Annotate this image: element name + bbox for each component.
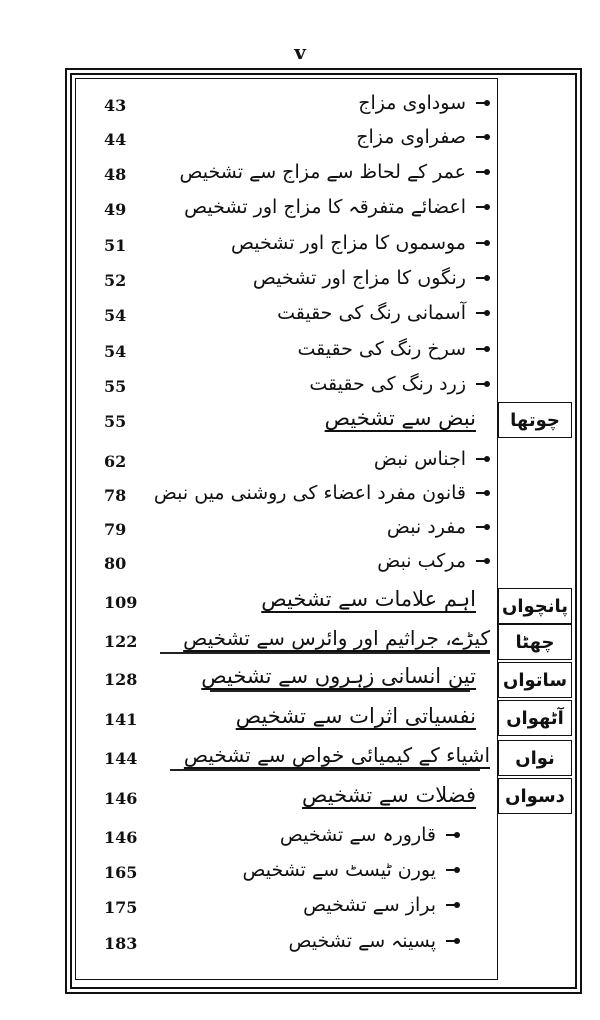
entry-page: 43 [104, 96, 127, 115]
chapter-label: ساتواں [498, 662, 572, 698]
toc-entry[interactable] [80, 300, 500, 334]
entry-page: 80 [104, 554, 127, 573]
toc-entry[interactable] [80, 480, 500, 514]
entry-title: سرخ رنگ کی حقیقت [297, 338, 466, 360]
bullet-icon [476, 169, 490, 175]
entry-title: اجناس نبض [373, 448, 466, 470]
entry-page: 51 [104, 236, 127, 255]
toc-entry[interactable] [80, 230, 500, 264]
toc-chapter-heading[interactable] [80, 704, 500, 738]
toc-entry[interactable] [80, 548, 500, 582]
toc-entry[interactable] [80, 371, 500, 405]
chapter-label: نواں [498, 740, 572, 776]
underline-rule [210, 690, 470, 692]
entry-title: پسینہ سے تشخیص [288, 930, 436, 952]
entry-title: آسمانی رنگ کی حقیقت [277, 302, 466, 324]
chapter-title: نبض سے تشخیص [324, 406, 476, 430]
underline-rule [160, 652, 490, 654]
page-number: v [294, 40, 306, 64]
toc-chapter-heading[interactable] [80, 626, 500, 660]
chapter-title: اہم علامات سے تشخیص [261, 587, 476, 611]
chapter-label: چوتھا [498, 402, 572, 438]
entry-page: 109 [104, 593, 138, 612]
chapter-label: پانچواں [498, 588, 572, 624]
entry-page: 55 [104, 377, 127, 396]
entry-title: یورن ٹیسٹ سے تشخیص [242, 859, 436, 881]
toc-chapter-heading[interactable] [80, 587, 500, 621]
bullet-icon [446, 832, 460, 838]
entry-page: 183 [104, 934, 138, 953]
bullet-icon [446, 938, 460, 944]
bullet-icon [476, 381, 490, 387]
entry-title: قارورہ سے تشخیص [279, 824, 436, 846]
entry-title: سوداوی مزاج [358, 92, 466, 114]
toc-entry[interactable] [80, 336, 500, 370]
chapter-title: فضلات سے تشخیص [302, 783, 476, 807]
entry-title: زرد رنگ کی حقیقت [309, 373, 466, 395]
entry-page: 48 [104, 165, 127, 184]
bullet-icon [476, 240, 490, 246]
entry-page: 79 [104, 520, 127, 539]
entry-page: 122 [104, 632, 138, 651]
bullet-icon [476, 558, 490, 564]
toc-chapter-heading[interactable] [80, 664, 500, 698]
bullet-icon [476, 204, 490, 210]
entry-title: قانون مفرد اعضاء کی روشنی میں نبض [153, 482, 466, 504]
chapter-title: کیڑے، جراثیم اور وائرس سے تشخیص [183, 626, 490, 650]
entry-page: 128 [104, 670, 138, 689]
toc-entry[interactable] [80, 446, 500, 480]
entry-title: عمر کے لحاظ سے مزاج سے تشخیص [179, 161, 466, 183]
entry-page: 54 [104, 342, 127, 361]
chapter-label: چھٹا [498, 624, 572, 660]
bullet-icon [476, 275, 490, 281]
chapter-label: آٹھواں [498, 700, 572, 736]
bullet-icon [476, 134, 490, 140]
bullet-icon [476, 100, 490, 106]
bullet-icon [476, 490, 490, 496]
entry-page: 52 [104, 271, 127, 290]
bullet-icon [476, 456, 490, 462]
bullet-icon [446, 867, 460, 873]
entry-title: مفرد نبض [386, 516, 466, 538]
toc-chapter-heading[interactable] [80, 406, 500, 440]
entry-title: رنگوں کا مزاج اور تشخیص [252, 267, 466, 289]
toc-entry[interactable] [80, 159, 500, 193]
entry-page: 54 [104, 306, 127, 325]
entry-page: 165 [104, 863, 138, 882]
entry-page: 44 [104, 130, 127, 149]
bullet-icon [446, 902, 460, 908]
toc-entry[interactable] [80, 194, 500, 228]
toc-entry[interactable] [80, 822, 500, 856]
entry-title: موسموں کا مزاج اور تشخیص [230, 232, 466, 254]
toc-entry[interactable] [80, 124, 500, 158]
toc-entry[interactable] [80, 265, 500, 299]
toc-chapter-heading[interactable] [80, 783, 500, 817]
entry-title: مرکب نبض [377, 550, 466, 572]
bullet-icon [476, 346, 490, 352]
toc-chapter-heading[interactable] [80, 743, 500, 777]
chapter-title: تین انسانی زہروں سے تشخیص [201, 664, 476, 688]
toc-entry[interactable] [80, 857, 500, 891]
entry-title: براز سے تشخیص [303, 894, 436, 916]
entry-page: 146 [104, 828, 138, 847]
toc-entry[interactable] [80, 892, 500, 926]
toc-entry[interactable] [80, 928, 500, 962]
entry-page: 146 [104, 789, 138, 808]
entry-title: صفراوی مزاج [356, 126, 466, 148]
bullet-icon [476, 524, 490, 530]
bullet-icon [476, 310, 490, 316]
entry-title: اعضائے متفرقہ کا مزاج اور تشخیص [184, 196, 466, 218]
entry-page: 78 [104, 486, 127, 505]
chapter-title: اشیاء کے کیمیائی خواص سے تشخیص [183, 743, 490, 767]
underline-rule [170, 769, 480, 771]
entry-page: 55 [104, 412, 127, 431]
toc-entry[interactable] [80, 90, 500, 124]
entry-page: 62 [104, 452, 127, 471]
entry-page: 175 [104, 898, 138, 917]
entry-page: 49 [104, 200, 127, 219]
chapter-title: نفسیاتی اثرات سے تشخیص [235, 704, 476, 728]
entry-page: 141 [104, 710, 138, 729]
chapter-label: دسواں [498, 778, 572, 814]
entry-page: 144 [104, 749, 138, 768]
toc-entry[interactable] [80, 514, 500, 548]
